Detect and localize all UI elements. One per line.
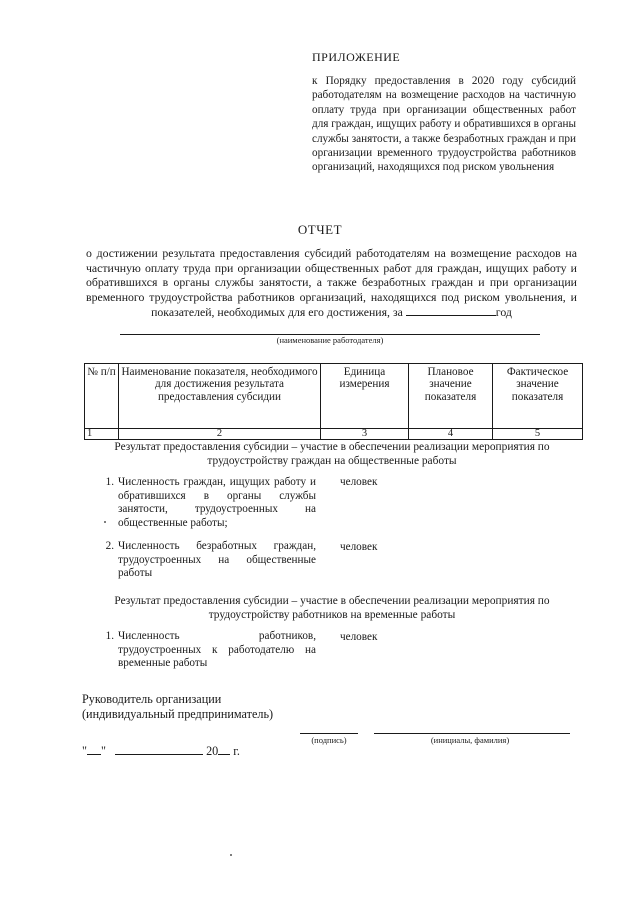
item-number: 1. (105, 476, 114, 488)
header-actual: Фактическое значение показателя (493, 364, 583, 429)
day-fill-line (87, 744, 101, 755)
item-number: 1. (105, 630, 114, 642)
item-number: 2. (105, 540, 114, 552)
col-number-3: 3 (321, 429, 409, 440)
scan-speck (104, 521, 106, 523)
item-text: Численность безработных граждан, трудоустроенных на общественные работы (118, 540, 316, 580)
name-line (374, 733, 570, 734)
signature-role-line2: (индивидуальный предприниматель) (82, 707, 274, 721)
report-subtitle-year: год (495, 305, 512, 320)
item-text: Численность работников, трудоустроенных к работодателю на временные работы (118, 630, 316, 670)
date-year-suffix: г. (233, 744, 240, 758)
org-name-caption: (наименование работодателя) (276, 335, 384, 345)
signature-caption: (подпись) (311, 735, 347, 745)
signature-line (300, 733, 358, 734)
item-text: Численность граждан, ищущих работу и обратившихся в органы службы занятости, трудоустроенных на общественные работы; (118, 476, 316, 529)
date-line (82, 744, 240, 759)
section-title-temporary-works: Результат предоставления субсидии – участие в обеспечении реализации мероприятия по трудоустройству работников на временные работы (114, 595, 550, 621)
appendix-title: ПРИЛОЖЕНИЕ (312, 50, 401, 64)
date-year-prefix: 20 (206, 744, 219, 758)
year-fill-line (406, 304, 496, 316)
header-indicator-name: Наименование показателя, необходимого для достижения результата предоставления субсидии (119, 364, 321, 429)
appendix-text: к Порядку предоставления в 2020 году субсидий работодателям на возмещение расходов на частичную оплату труда при организации общественных работ для граждан, ищущих работу и обратившихся в органы службы занятости, а также безработных граждан и при организации временного трудоустройства работников организаций, находящихся под риском увольнения (312, 75, 576, 174)
table-header-row (85, 364, 583, 429)
item-unit: человек (340, 631, 378, 643)
name-caption: (инициалы, фамилия) (430, 735, 510, 745)
header-planned: Плановое значение показателя (409, 364, 493, 429)
report-title: ОТЧЕТ (297, 222, 343, 237)
year-fill-line-short (218, 744, 230, 755)
date-quote-open: " (82, 744, 87, 758)
month-fill-line (115, 744, 203, 755)
date-quote-close: " (100, 744, 106, 758)
header-num: № п/п (85, 364, 119, 429)
col-number-5: 5 (493, 429, 583, 440)
col-number-4: 4 (409, 429, 493, 440)
item-unit: человек (340, 541, 378, 553)
report-table (84, 363, 583, 440)
table-numbers-row (85, 429, 583, 440)
signature-block (82, 692, 273, 722)
col-number-1: 1 (85, 429, 119, 440)
header-unit: Единица измерения (321, 364, 409, 429)
scan-speck (230, 854, 232, 856)
report-subtitle (86, 246, 577, 320)
section-title-public-works: Результат предоставления субсидии – участие в обеспечении реализации мероприятия по трудоустройству граждан на общественные работы (114, 441, 550, 467)
report-subtitle-text: о достижении результата предоставления субсидий работодателям на возмещение расходов на частичную оплату труда при организации общественных работ для граждан, ищущих работу и обратившихся в органы службы занятости, а также безработных граждан и при организации временного трудоустройства работников организаций, находящихся под риском увольнения, и показателей, необходимых для его достижения, за (86, 246, 577, 320)
signature-role-line1: Руководитель организации (82, 692, 222, 706)
item-unit: человек (340, 476, 378, 488)
col-number-2: 2 (119, 429, 321, 440)
